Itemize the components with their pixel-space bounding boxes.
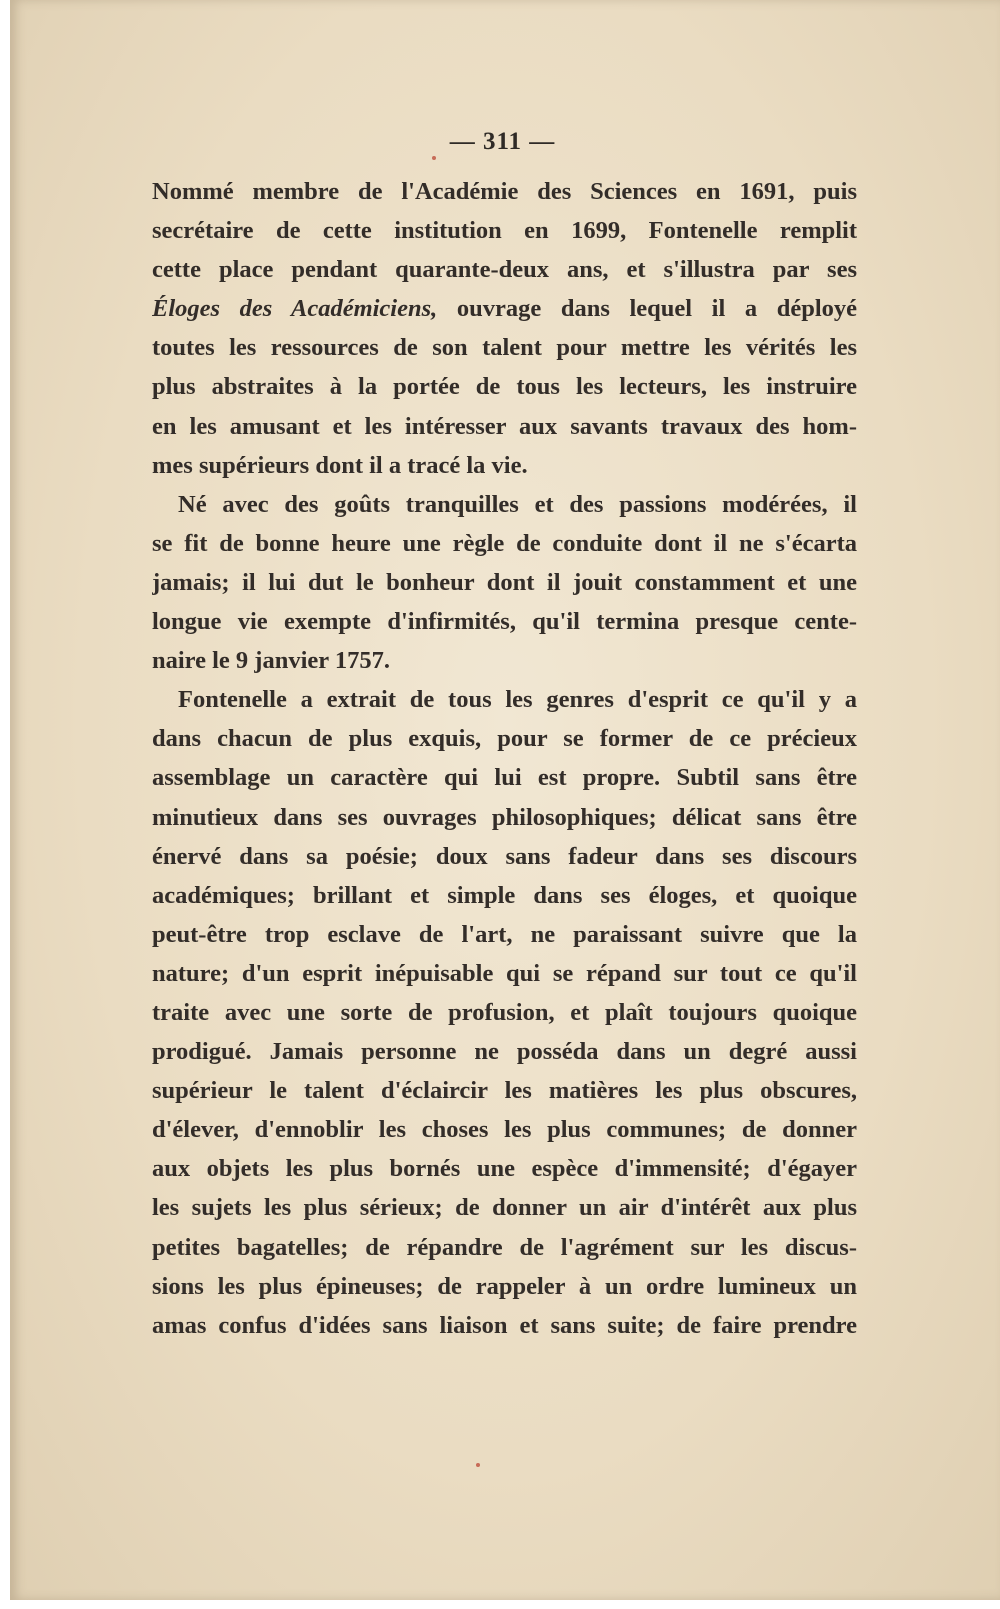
text-line: dans chacun de plus exquis, pour se former de ce précieux bbox=[152, 725, 857, 753]
page-number: — 311 — bbox=[449, 128, 556, 155]
text-line: supérieur le talent d'éclaircir les matières les plus obscures, bbox=[152, 1077, 857, 1105]
text-line: assemblage un caractère qui lui est propre. Subtil sans être bbox=[152, 764, 857, 792]
text-line: les sujets les plus sérieux; de donner un air d'intérêt aux plus bbox=[152, 1194, 857, 1222]
text-line-rest: ouvrage dans lequel il a déployé bbox=[456, 295, 857, 323]
text-line: petites bagatelles; de répandre de l'agrément sur les discus- bbox=[152, 1233, 857, 1261]
book-title: Éloges des Académiciens, bbox=[152, 295, 438, 323]
ink-speck bbox=[432, 156, 436, 160]
text-line: toutes les ressources de son talent pour mettre les vérités les bbox=[152, 334, 857, 362]
book-page bbox=[10, 0, 1000, 1600]
text-line: en les amusant et les intéresser aux savants travaux des hom- bbox=[152, 412, 857, 440]
text-line: mes supérieurs dont il a tracé la vie. bbox=[152, 451, 528, 479]
text-line: nature; d'un esprit inépuisable qui se répand sur tout ce qu'il bbox=[152, 959, 857, 987]
text-line: aux objets les plus bornés une espèce d'immensité; d'égayer bbox=[152, 1155, 857, 1183]
text-line: cette place pendant quarante-deux ans, et s'illustra par ses bbox=[152, 256, 857, 284]
text-line: académiques; brillant et simple dans ses éloges, et quoique bbox=[152, 881, 857, 909]
text-line: Né avec des goûts tranquilles et des passions modérées, il bbox=[178, 490, 857, 518]
text-line: amas confus d'idées sans liaison et sans suite; de faire prendre bbox=[152, 1311, 857, 1339]
text-line: Nommé membre de l'Académie des Sciences en 1691, puis bbox=[152, 178, 857, 205]
text-line: énervé dans sa poésie; doux sans fadeur dans ses discours bbox=[152, 842, 857, 870]
text-line: Fontenelle a extrait de tous les genres d'esprit ce qu'il y a bbox=[178, 686, 857, 714]
text-line: sions les plus épineuses; de rappeler à un ordre lumineux un bbox=[152, 1272, 857, 1300]
text-line: jamais; il lui dut le bonheur dont il jouit constamment et une bbox=[152, 568, 857, 596]
text-line: traite avec une sorte de profusion, et plaît toujours quoique bbox=[152, 998, 857, 1026]
ink-speck bbox=[476, 1463, 480, 1467]
text-line: naire le 9 janvier 1757. bbox=[152, 647, 390, 675]
text-line: plus abstraites à la portée de tous les lecteurs, les instruire bbox=[152, 373, 857, 401]
text-line: minutieux dans ses ouvrages philosophiques; délicat sans être bbox=[152, 803, 857, 831]
text-line: peut-être trop esclave de l'art, ne paraissant suivre que la bbox=[152, 920, 857, 948]
text-line: prodigué. Jamais personne ne posséda dans un degré aussi bbox=[152, 1038, 857, 1066]
text-line: se fit de bonne heure une règle de conduite dont il ne s'écarta bbox=[152, 529, 857, 557]
body-text bbox=[152, 172, 857, 1345]
text-line: secrétaire de cette institution en 1699, Fontenelle remplit bbox=[152, 217, 857, 245]
text-line-with-title bbox=[152, 289, 857, 328]
text-line: d'élever, d'ennoblir les choses les plus communes; de donner bbox=[152, 1116, 857, 1144]
text-line: longue vie exempte d'infirmités, qu'il termina presque cente- bbox=[152, 608, 857, 636]
